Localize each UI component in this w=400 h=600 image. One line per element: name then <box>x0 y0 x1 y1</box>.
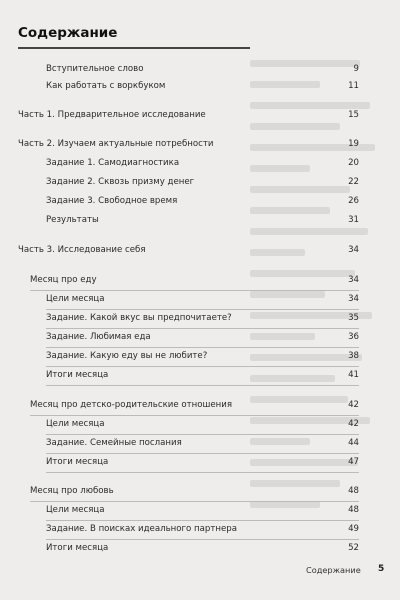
toc-entry-title: Вступительное слово <box>46 64 144 74</box>
toc-entry-title: Задание. В поисках идеального партнера <box>46 524 238 534</box>
running-footer-section: Содержание <box>306 565 361 575</box>
toc-part-entry[interactable] <box>18 107 359 123</box>
toc-entry-title: Месяц про еду <box>30 275 97 285</box>
toc-entry-page: 34 <box>348 275 359 285</box>
toc-entry-title: Итоги месяца <box>46 543 109 553</box>
toc-entry-title: Часть 2. Изучаем актуальные потребности <box>18 139 214 149</box>
toc-entry-title: Задание. Любимая еда <box>46 332 151 342</box>
toc-entry-title: Задание. Семейные послания <box>46 438 182 448</box>
title-underline <box>18 47 250 49</box>
toc-entry-page: 42 <box>348 400 359 410</box>
toc-entry-title: Часть 1. Предварительное исследование <box>18 110 206 120</box>
toc-entry-title: Как работать с воркбуком <box>46 81 166 91</box>
toc-entry-title: Часть 3. Исследование себя <box>18 245 146 255</box>
toc-entry-title: Задание 1. Самодиагностика <box>46 158 180 168</box>
toc-entry[interactable] <box>46 310 359 326</box>
toc-entry-page: 31 <box>348 215 359 225</box>
toc-entry-title: Итоги месяца <box>46 457 109 467</box>
toc-entry-title: Задание 2. Сквозь призму денег <box>46 177 195 187</box>
toc-entry[interactable] <box>46 193 359 209</box>
toc-entry-title: Цели месяца <box>46 294 105 304</box>
toc-entry-page: 26 <box>348 196 359 206</box>
toc-entry-title: Задание 3. Свободное время <box>46 196 178 206</box>
toc-entry-title: Месяц про любовь <box>30 486 114 496</box>
toc-entry-page: 52 <box>348 543 359 553</box>
toc-entry-page: 20 <box>348 158 359 168</box>
toc-entry[interactable] <box>46 61 359 77</box>
toc-entry-page: 41 <box>348 370 359 380</box>
toc-month-entry[interactable] <box>30 397 359 413</box>
toc-entry-page: 44 <box>348 438 359 448</box>
toc-entry-page: 38 <box>348 351 359 361</box>
toc-month-entry[interactable] <box>30 272 359 288</box>
toc-entry-title: Задание. Какую еду вы не любите? <box>46 351 208 361</box>
toc-entry[interactable] <box>46 348 359 364</box>
toc-entry-page: 48 <box>348 486 359 496</box>
toc-entry[interactable] <box>46 155 359 171</box>
toc-entry-page: 35 <box>348 313 359 323</box>
toc-entry-page: 48 <box>348 505 359 515</box>
toc-entry-page: 15 <box>348 110 359 120</box>
toc-entry[interactable] <box>46 502 359 518</box>
toc-entry-page: 34 <box>348 245 359 255</box>
toc-entry-title: Цели месяца <box>46 419 105 429</box>
toc-entry-page: 22 <box>348 177 359 187</box>
toc-part-entry[interactable] <box>18 136 359 152</box>
toc-entry-page: 47 <box>348 457 359 467</box>
toc-entry[interactable] <box>46 521 359 537</box>
toc-entry-page: 34 <box>348 294 359 304</box>
toc-entry[interactable] <box>46 435 359 451</box>
toc-entry[interactable] <box>46 78 359 94</box>
toc-entry-page: 42 <box>348 419 359 429</box>
toc-entry-page: 11 <box>348 81 359 91</box>
entry-divider <box>46 472 359 473</box>
toc-entry-title: Итоги месяца <box>46 370 109 380</box>
toc-entry-title: Месяц про детско-родительские отношения <box>30 400 233 410</box>
page-title: Содержание <box>18 25 118 41</box>
toc-entry-page: 49 <box>348 524 359 534</box>
page-number: 5 <box>378 564 385 574</box>
toc-entry-title: Результаты <box>46 215 99 225</box>
toc-entry[interactable] <box>46 291 359 307</box>
toc-entry[interactable] <box>46 212 359 228</box>
toc-entry-page: 36 <box>348 332 359 342</box>
toc-entry[interactable] <box>46 454 359 470</box>
toc-entry-page: 19 <box>348 139 359 149</box>
entry-divider <box>46 385 359 386</box>
toc-entry[interactable] <box>46 367 359 383</box>
toc-entry[interactable] <box>46 540 359 556</box>
toc-entry[interactable] <box>46 416 359 432</box>
toc-entry-title: Цели месяца <box>46 505 105 515</box>
toc-entry-page: 9 <box>353 64 359 74</box>
toc-month-entry[interactable] <box>30 483 359 499</box>
toc-part-entry[interactable] <box>18 242 359 258</box>
toc-entry-title: Задание. Какой вкус вы предпочитаете? <box>46 313 232 323</box>
toc-entry[interactable] <box>46 329 359 345</box>
toc-entry[interactable] <box>46 174 359 190</box>
